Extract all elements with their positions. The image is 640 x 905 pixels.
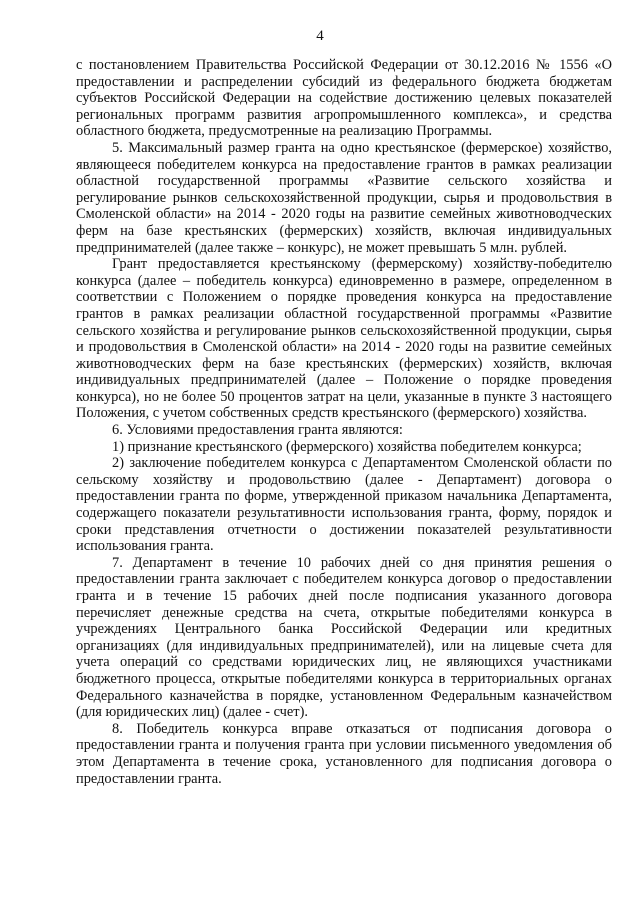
page-number: 4: [316, 28, 324, 44]
paragraph-6-1-winner: 1) признание крестьянского (фермерского) хозяйства победителем конкурса;: [112, 438, 582, 455]
paragraph-6-2-agreement: 2) заключение победителем конкурса с Департаментом Смоленской области по сельскому хозяйству и продовольствию (далее - Департамент) договора о предоставлении гранта по форме, утвержденной приказом начальника Департамента, содержащего показатели результативности использования гранта, форму, порядок и сроки представления отчетности о достижении показателей результативности использования гранта.: [76, 455, 612, 555]
paragraph-subsidy-source: с постановлением Правительства Российской Федерации от 30.12.2016 № 1556 «О предоставлении и распределении субсидий из федерального бюджета бюджетам субъектов Российской Федерации на содействие достижению целевых показателей региональных программ развития агропромышленного комплекса», и средства областного бюджета, предусмотренные на реализацию Программы.: [76, 57, 612, 140]
paragraph-6-conditions: 6. Условиями предоставления гранта являются:: [112, 422, 403, 439]
paragraph-8-refusal: 8. Победитель конкурса вправе отказаться от подписания договора о предоставлении гранта и получения гранта при условии письменного уведомления об этом Департамента в течение срока, установленного для подписания договора о предоставлении гранта.: [76, 720, 612, 787]
paragraph-grant-provision: Грант предоставляется крестьянскому (фермерскому) хозяйству-победителю конкурса (далее – победитель конкурса) единовременно в размере, определенном в соответствии с Положением о порядке проведения конкурса на предоставление грантов в рамках реализации областной государственной программы «Развитие сельского хозяйства и регулирование рынков сельскохозяйственной продукции, сырья и продовольствия в Смоленской области» на 2014 - 2020 годы на развитие семейных животноводческих ферм на базе крестьянских (фермерских) хозяйств, включая индивидуальных предпринимателей (далее – Положение о порядке проведения конкурса), но не более 50 процентов затрат на цели, указанные в пункте 3 настоящего Положения, с учетом собственных средств крестьянского (фермерского) хозяйства.: [76, 256, 612, 422]
document-body: [76, 57, 612, 787]
paragraph-5-max-grant: 5. Максимальный размер гранта на одно крестьянское (фермерское) хозяйство, являющееся победителем конкурса на предоставление грантов в рамках реализации областной государственной программы «Развитие сельского хозяйства и регулирование рынков сельскохозяйственной продукции, сырья и продовольствия в Смоленской области» на 2014 - 2020 годы на развитие семейных животноводческих ферм на базе крестьянских (фермерских) хозяйств, включая индивидуальных предпринимателей (далее также – конкурс), не может превышать 5 млн. рублей.: [76, 139, 612, 256]
paragraph-7-transfer: 7. Департамент в течение 10 рабочих дней со дня принятия решения о предоставлении гранта заключает с победителем конкурса договор о предоставлении гранта и в течение 15 рабочих дней после подписания указанного договора перечисляет денежные средства на счета, открытые победителями конкурса в учреждениях Центрального банка Российской Федерации или кредитных организациях (для индивидуальных предпринимателей), или на лицевые счета для учета операций со средствами юридических лиц, не являющихся участниками бюджетного процесса, открытые победителями конкурса в территориальных органах Федерального казначейства в порядке, установленном Федеральным казначейством (для юридических лиц) (далее - счет).: [76, 554, 612, 721]
